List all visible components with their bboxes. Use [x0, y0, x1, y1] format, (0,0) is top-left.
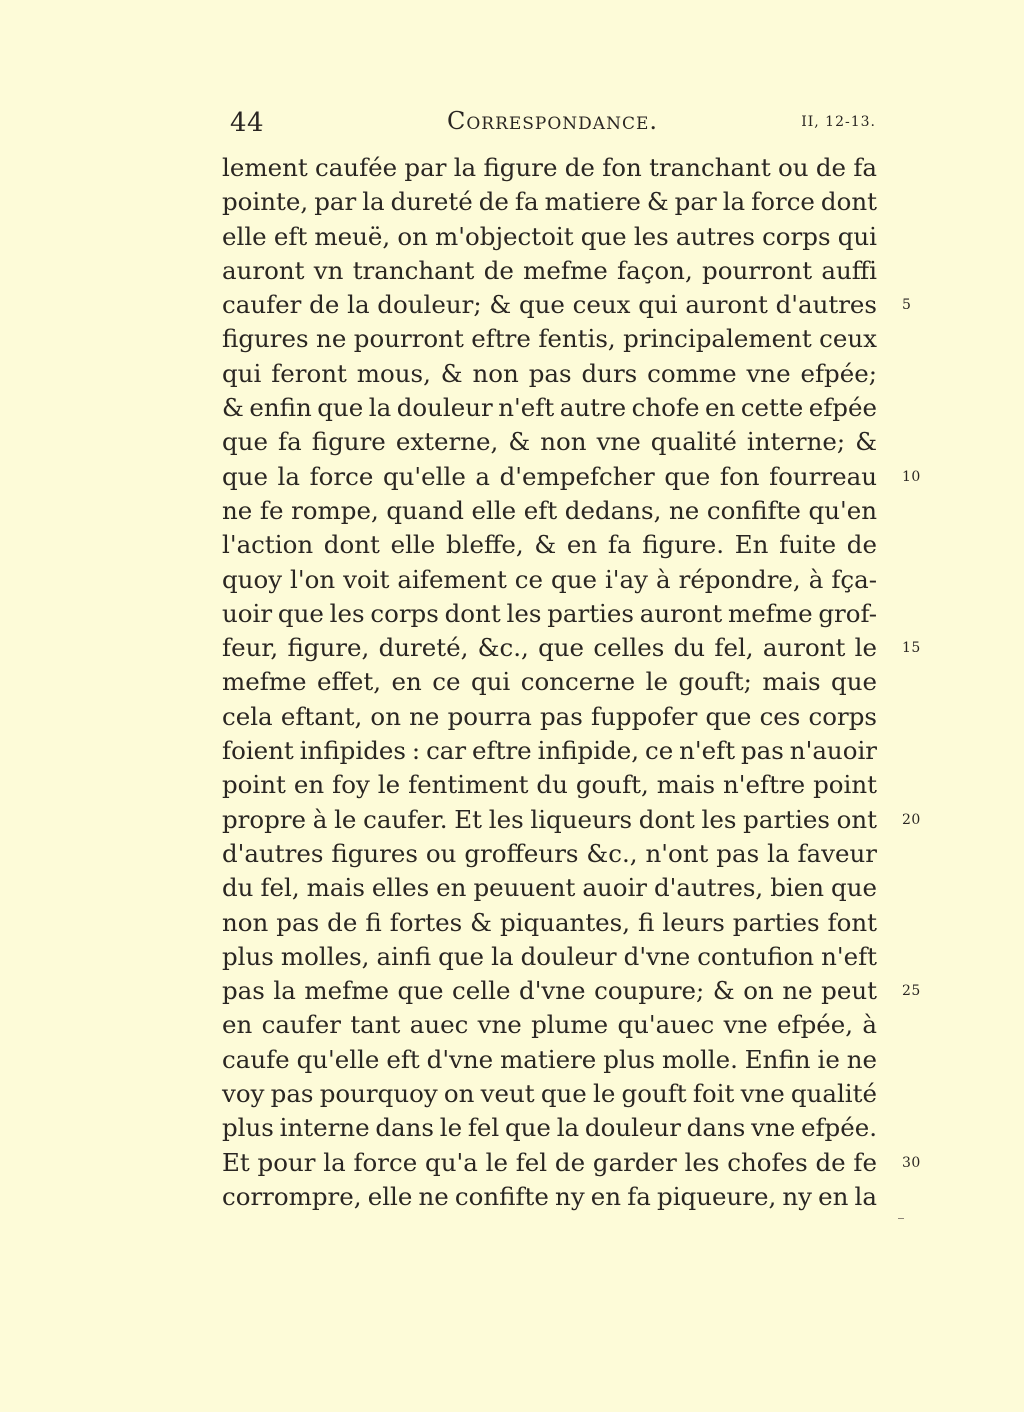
- line-text: que fa figure externe, & non vne qualité interne; &: [222, 427, 877, 457]
- text-line: [222, 940, 877, 974]
- text-line: [222, 700, 877, 734]
- text-line: [222, 1146, 921, 1180]
- line-text: d'autres figures ou groffeurs &c., n'ont pas la faveur: [222, 838, 877, 868]
- line-text: feur, figure, dureté, &c., que celles du fel, auront le: [222, 633, 877, 663]
- text-line: [222, 288, 912, 322]
- line-text: caufer de la douleur; & que ceux qui auront d'autres: [222, 290, 877, 320]
- text-line: [222, 1008, 877, 1042]
- line-text: voy pas pourquoy on veut que le gouft foit vne qualité: [222, 1079, 877, 1109]
- page-number: 44: [230, 108, 265, 138]
- line-text: l'action dont elle bleffe, & en fa figure. En fuite de: [222, 530, 877, 560]
- line-text: foient infipides : car eftre infipide, ce n'eft pas n'auoir: [222, 736, 877, 766]
- line-text: plus molles, ainfi que la douleur d'vne contufion n'eft: [222, 941, 877, 971]
- line-text: point en foy le fentiment du gouft, mais n'eftre point: [222, 770, 877, 800]
- line-text: mefme effet, en ce qui concerne le gouft; mais que: [222, 667, 877, 697]
- line-text: plus interne dans le fel que la douleur dans vne efpée.: [222, 1113, 877, 1143]
- line-number: 15: [902, 640, 921, 657]
- line-number: 20: [902, 811, 921, 828]
- section-reference: II, 12-13.: [801, 114, 876, 130]
- line-text: Et pour la force qu'a le fel de garder les chofes de fe: [222, 1147, 877, 1177]
- line-text: lement caufée par la figure de fon tranchant ou de fa: [222, 153, 877, 182]
- line-text: ne fe rompe, quand elle eft dedans, ne confifte qu'en: [222, 495, 877, 525]
- text-line: [222, 357, 877, 391]
- line-number: 5: [902, 297, 912, 314]
- line-number: 25: [902, 983, 921, 1000]
- text-line: [222, 974, 921, 1008]
- line-text: figures ne pourront eftre fentis, principalement ceux: [222, 324, 877, 354]
- text-line: [222, 1180, 877, 1214]
- running-title: Correspondance.: [446, 107, 659, 135]
- text-line: [222, 631, 921, 665]
- text-line: [222, 322, 877, 356]
- page-mark: [898, 1218, 904, 1219]
- text-line: [222, 528, 877, 562]
- text-line: [222, 906, 877, 940]
- line-text: uoir que les corps dont les parties auront mefme grof-: [222, 598, 877, 628]
- line-text: que la force qu'elle a d'empefcher que fon fourreau: [222, 461, 877, 491]
- text-line: [222, 803, 921, 837]
- text-line: [222, 734, 877, 768]
- text-line: [222, 563, 877, 597]
- line-text: pas la mefme que celle d'vne coupure; & on ne peut: [222, 976, 877, 1006]
- line-text: elle eft meuë, on m'objectoit que les autres corps qui: [222, 221, 877, 251]
- text-line: [222, 494, 877, 528]
- line-text: auront vn tranchant de mefme façon, pourront auffi: [222, 255, 877, 285]
- text-line: [222, 391, 877, 425]
- line-text: & enfin que la douleur n'eft autre chofe en cette efpée: [222, 393, 877, 423]
- text-line: [222, 768, 877, 802]
- line-text: en caufer tant auec vne plume qu'auec vne efpée, à: [222, 1010, 877, 1040]
- text-line: [222, 254, 877, 288]
- line-text: qui feront mous, & non pas durs comme vne efpée;: [222, 358, 877, 388]
- text-line: [222, 1043, 877, 1077]
- line-text: propre à le caufer. Et les liqueurs dont les parties ont: [222, 804, 877, 834]
- body-text: [222, 151, 921, 1214]
- text-line: [222, 460, 921, 494]
- text-line: [222, 837, 877, 871]
- text-line: [222, 597, 877, 631]
- line-number: 10: [902, 468, 921, 485]
- text-line: [222, 1077, 877, 1111]
- line-text: corrompre, elle ne confifte ny en fa piqueure, ny en la: [222, 1181, 877, 1211]
- text-line: [222, 665, 877, 699]
- text-line: [222, 151, 877, 185]
- line-text: non pas de fi fortes & piquantes, fi leurs parties font: [222, 907, 877, 937]
- text-line: [222, 185, 877, 219]
- line-number: 30: [902, 1154, 921, 1171]
- page-header: [225, 104, 880, 144]
- line-text: quoy l'on voit aifement ce que i'ay à répondre, à fça-: [222, 564, 877, 594]
- line-text: du fel, mais elles en peuuent auoir d'autres, bien que: [222, 873, 877, 903]
- text-line: [222, 425, 877, 459]
- text-line: [222, 1111, 877, 1145]
- text-line: [222, 220, 877, 254]
- line-text: caufe qu'elle eft d'vne matiere plus molle. Enfin ie ne: [222, 1044, 877, 1074]
- line-text: pointe, par la dureté de fa matiere & par la force dont: [222, 187, 877, 217]
- text-line: [222, 871, 877, 905]
- line-text: cela eftant, on ne pourra pas fuppofer que ces corps: [222, 701, 877, 731]
